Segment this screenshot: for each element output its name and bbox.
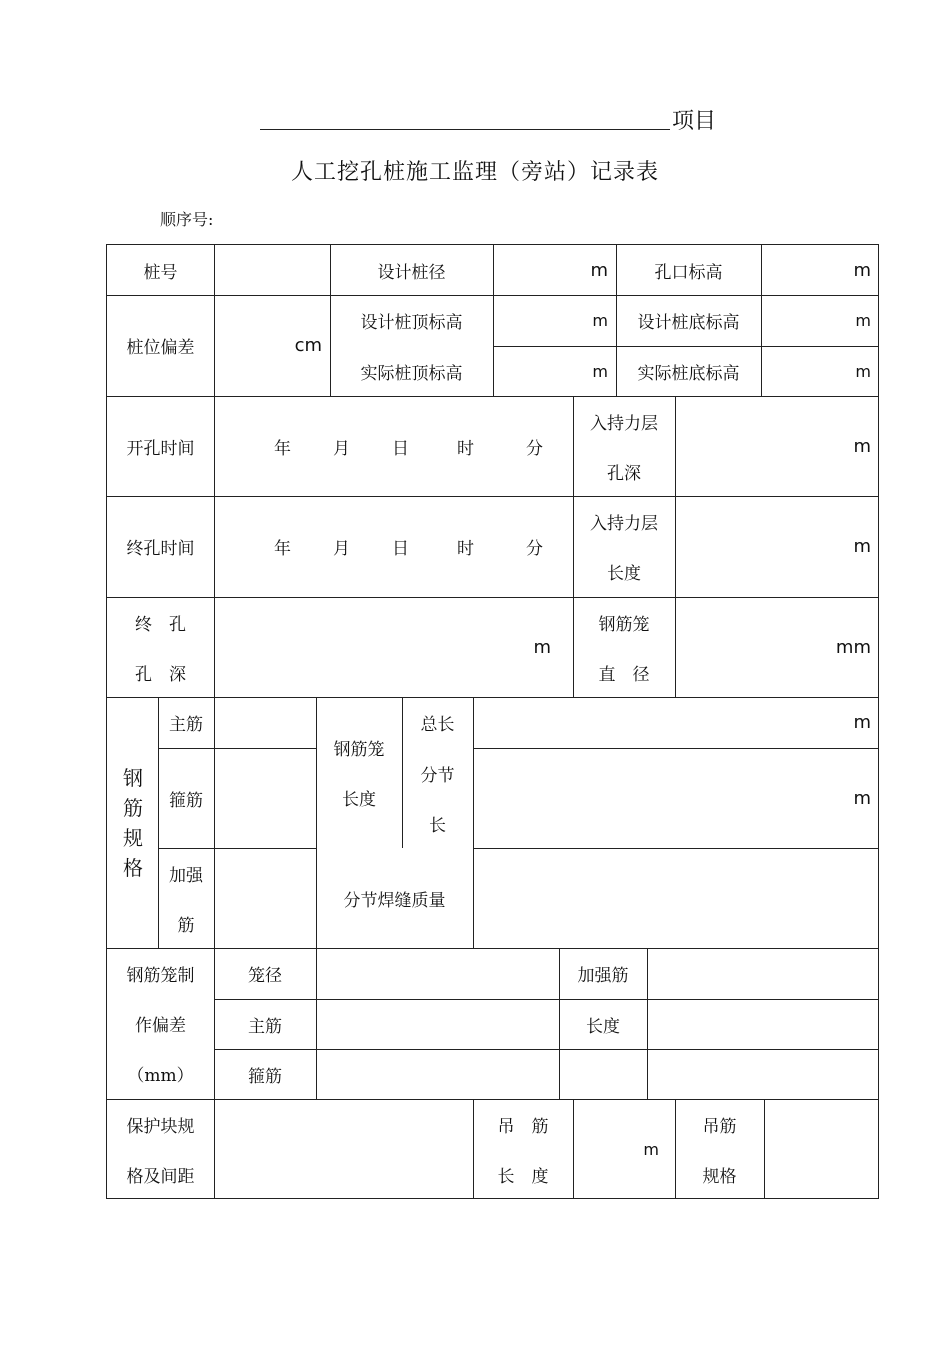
length-dev-label: 长度 — [586, 1016, 620, 1037]
actual-top-elev-label: 实际桩顶标高 — [360, 363, 463, 384]
end-time-value[interactable] — [214, 496, 573, 597]
reinforcing-rebar-label-line2: 筋 — [177, 915, 195, 936]
section-length-unit[interactable]: m — [853, 787, 871, 809]
section-length-label-line2: 长 — [429, 815, 446, 836]
stirrup-dev-value[interactable] — [316, 1049, 559, 1099]
rebar-spec-label: 钢筋规格 — [123, 765, 143, 880]
start-time-label: 开孔时间 — [126, 438, 195, 459]
stirrup-value[interactable] — [214, 748, 316, 848]
start-time-value[interactable] — [214, 396, 573, 496]
hour-label: 时 — [457, 539, 474, 559]
hanger-spec-label — [675, 1099, 764, 1199]
pile-no-value[interactable] — [214, 245, 330, 295]
bearing-depth-label — [573, 396, 675, 496]
day-label: 日 — [392, 438, 409, 459]
actual-bottom-elev-label: 实际桩底标高 — [637, 363, 740, 384]
main-rebar-dev-label: 主筋 — [248, 1016, 282, 1037]
total-length-label: 总长 — [420, 715, 455, 735]
main-rebar-dev-value[interactable] — [316, 999, 559, 1049]
blank-dev-cell[interactable] — [559, 1049, 647, 1099]
cage-diameter-label — [573, 597, 675, 697]
cage-deviation-label-line2: 作偏差 — [135, 1015, 186, 1036]
protect-block-value[interactable] — [214, 1099, 473, 1199]
bearing-depth-label-line2: 孔深 — [607, 463, 641, 484]
page-title: 人工挖孔桩施工监理（旁站）记录表 — [290, 160, 659, 185]
cage-dia-dev-label: 笼径 — [248, 966, 282, 986]
stirrup-label: 箍筋 — [169, 790, 203, 811]
bearing-length-label-line1: 入持力层 — [590, 513, 658, 534]
hole-elevation-label: 孔口标高 — [654, 262, 723, 283]
record-table — [106, 244, 879, 1199]
design-diameter-unit[interactable]: m — [590, 259, 608, 281]
hanger-spec-label-line2: 规格 — [702, 1166, 737, 1187]
final-depth-label-line1: 终 孔 — [135, 614, 186, 635]
reinforcing-rebar-label — [158, 848, 214, 948]
cage-diameter-label-line1: 钢筋笼 — [598, 614, 650, 635]
main-rebar-value[interactable] — [214, 697, 316, 748]
minute-label: 分 — [526, 438, 543, 459]
bearing-length-label — [573, 496, 675, 597]
hole-elevation-unit[interactable]: m — [853, 259, 871, 281]
bearing-depth-unit[interactable]: m — [853, 435, 871, 457]
sequence-number-label: 顺序号: — [160, 210, 214, 229]
end-time-label: 终孔时间 — [126, 539, 195, 559]
hanger-length-label — [473, 1099, 573, 1199]
protect-block-label-line1: 保护块规 — [126, 1116, 195, 1137]
minute-label: 分 — [526, 539, 543, 559]
hanger-length-label-line2: 长 度 — [497, 1166, 549, 1187]
main-rebar-label: 主筋 — [169, 715, 203, 735]
cage-length-label — [316, 697, 402, 848]
month-label: 月 — [333, 438, 350, 459]
reinforcing-rebar-value[interactable] — [214, 848, 316, 948]
design-bottom-elev-label: 设计桩底标高 — [637, 313, 740, 333]
length-dev-value[interactable] — [647, 999, 879, 1049]
section-length-label — [402, 748, 473, 848]
cage-diameter-unit[interactable]: mm — [835, 636, 871, 658]
bearing-length-unit[interactable]: m — [853, 536, 871, 557]
hanger-length-label-line1: 吊 筋 — [497, 1116, 549, 1137]
design-diameter-label: 设计桩径 — [377, 262, 446, 283]
actual-top-elev-unit[interactable]: m — [592, 361, 608, 381]
stirrup-dev-label: 箍筋 — [248, 1066, 282, 1087]
actual-bottom-elev-unit[interactable]: m — [855, 361, 871, 381]
project-name-blank[interactable] — [260, 129, 670, 130]
day-label: 日 — [392, 539, 409, 559]
final-depth-unit[interactable]: m — [533, 636, 551, 658]
protect-block-label-line2: 格及间距 — [126, 1166, 195, 1187]
year-label: 年 — [274, 539, 291, 559]
hanger-length-unit[interactable]: m — [643, 1139, 659, 1159]
pile-no-label: 桩号 — [143, 262, 178, 283]
weld-quality-label: 分节焊缝质量 — [343, 890, 446, 911]
cage-length-label-line1: 钢筋笼 — [333, 740, 385, 761]
month-label: 月 — [333, 539, 350, 559]
reinforce-dev-label: 加强筋 — [577, 966, 629, 986]
bearing-depth-label-line1: 入持力层 — [590, 413, 658, 434]
design-top-elev-unit[interactable]: m — [592, 311, 608, 330]
year-label: 年 — [274, 438, 291, 459]
pile-offset-label: 桩位偏差 — [126, 338, 195, 358]
design-bottom-elev-unit[interactable]: m — [855, 311, 871, 330]
protect-block-label — [107, 1099, 214, 1199]
blank-dev-value[interactable] — [647, 1049, 879, 1099]
reinforcing-rebar-label-line1: 加强 — [169, 865, 203, 886]
total-length-unit[interactable]: m — [853, 712, 871, 733]
section-length-label-line1: 分节 — [420, 765, 455, 786]
cage-dia-dev-value[interactable] — [316, 948, 559, 999]
weld-quality-value[interactable] — [473, 848, 879, 948]
final-depth-label — [107, 597, 214, 697]
bearing-length-label-line2: 长度 — [607, 564, 641, 585]
cage-diameter-label-line2: 直 径 — [598, 664, 650, 685]
project-suffix: 项目 — [672, 109, 717, 134]
hanger-spec-label-line1: 吊筋 — [702, 1116, 737, 1137]
hanger-spec-value[interactable] — [764, 1099, 879, 1199]
cage-deviation-label-line3: （mm） — [127, 1066, 194, 1087]
final-depth-label-line2: 孔 深 — [135, 664, 186, 685]
reinforce-dev-value[interactable] — [647, 948, 879, 999]
design-top-elev-label: 设计桩顶标高 — [360, 313, 463, 333]
hour-label: 时 — [457, 438, 474, 459]
cage-deviation-label-line1: 钢筋笼制 — [126, 965, 195, 986]
pile-offset-unit[interactable]: cm — [294, 335, 322, 356]
cage-deviation-label — [107, 948, 214, 1099]
cage-length-label-line2: 长度 — [342, 789, 376, 810]
